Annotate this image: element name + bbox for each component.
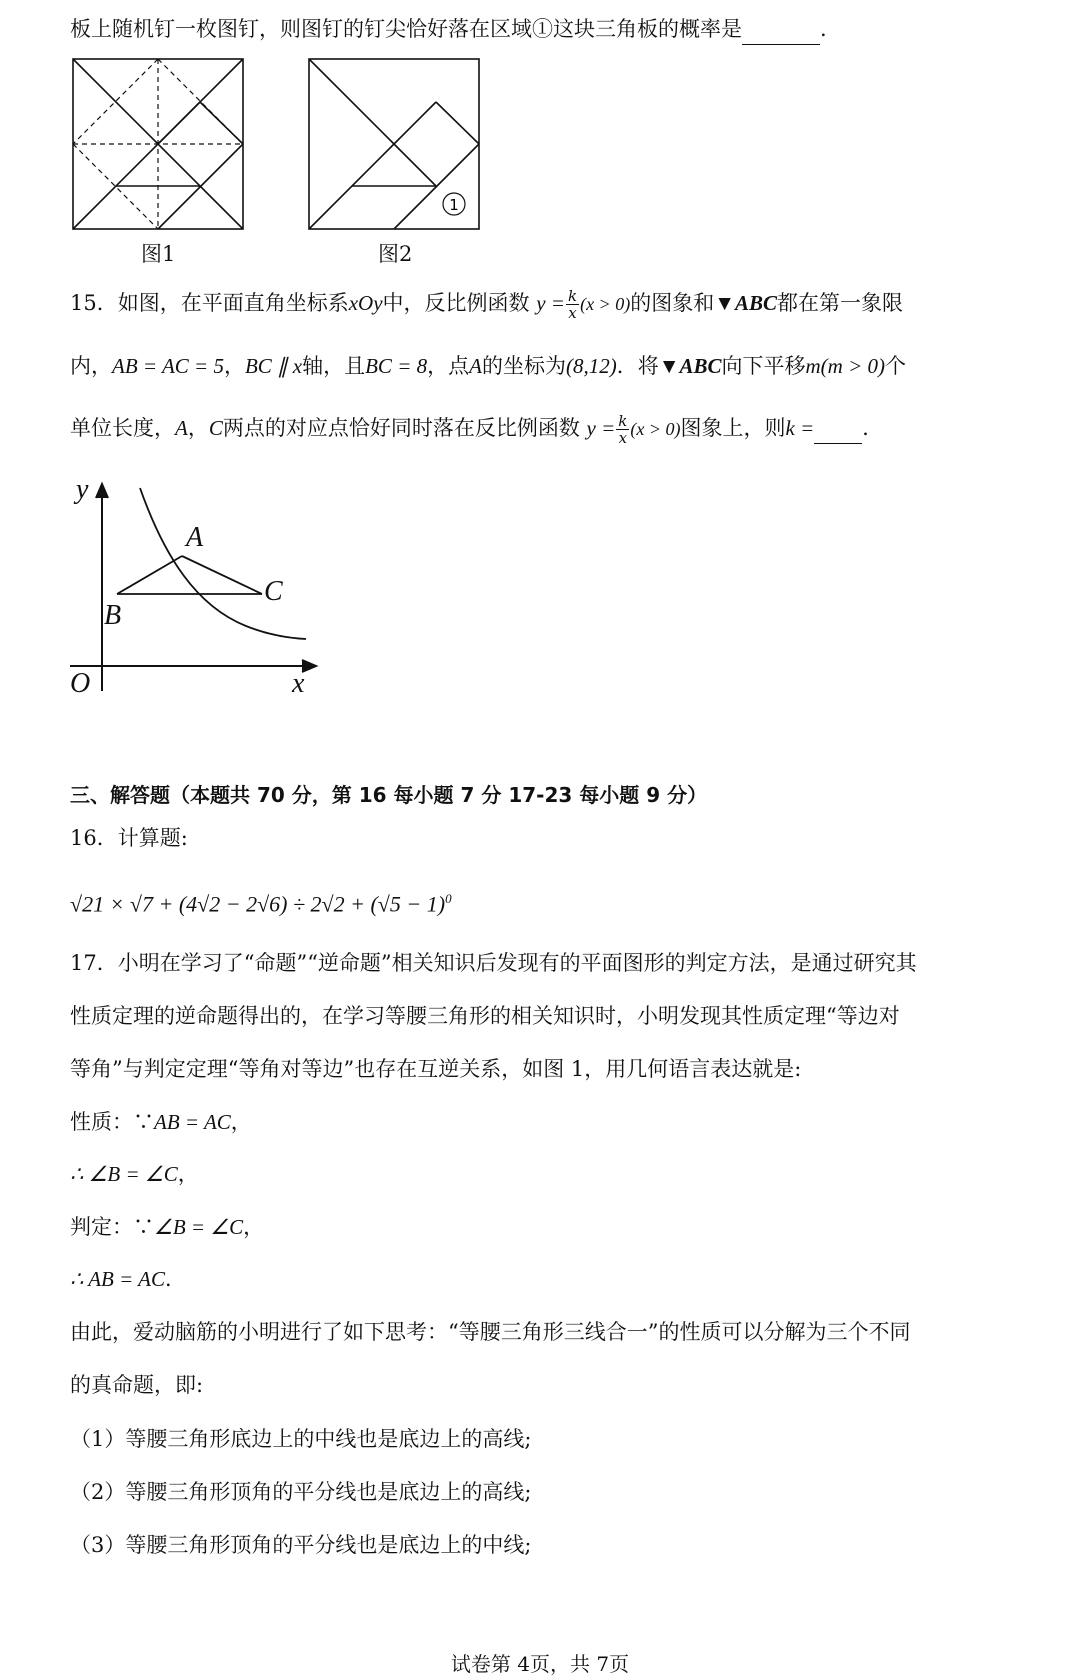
q17-p4: 由此，爱动脑筋的小明进行了如下思考：“等腰三角形三线合一”的性质可以分解为三个不同 bbox=[70, 1320, 911, 1344]
q15-line1: 15．如图，在平面直角坐标系xOy中，反比例函数 y = $\frac{k}{x}$ (x > 0)的图象和▼ABC都在第一象限 bbox=[70, 287, 904, 322]
q16-expression: $√21 \times √7 + (4√2 - 2√6) \div 2√2 + (√5 - 1)^0$ bbox=[70, 891, 452, 917]
q17-therefore-1: ∴ ∠B = ∠C， bbox=[70, 1162, 199, 1186]
coordinate-figure bbox=[66, 474, 326, 699]
answer-blank-k bbox=[814, 413, 862, 444]
q15-line3: 单位长度，A，C两点的对应点恰好同时落在反比例函数 y = $\frac{k}{x}$ (x > 0)图象上，则k = ． bbox=[70, 412, 884, 447]
origin-label: O bbox=[70, 668, 91, 699]
point-c-label: C bbox=[264, 576, 283, 607]
q17-item-2: （2）等腰三角形顶角的平分线也是底边上的高线; bbox=[70, 1480, 532, 1504]
answer-blank bbox=[742, 14, 820, 45]
q17-therefore-2: ∴ AB = AC． bbox=[70, 1267, 187, 1291]
page-footer: 试卷第 4页，共 7页 bbox=[450, 1652, 630, 1676]
point-b-label: B bbox=[104, 600, 122, 631]
q17-item-3: （3）等腰三角形顶角的平分线也是底边上的中线; bbox=[70, 1533, 532, 1557]
q17-p2: 性质定理的逆命题得出的，在学习等腰三角形的相关知识时，小明发现其性质定理“等边对 bbox=[70, 1004, 900, 1028]
fig2-caption: 图2 bbox=[378, 242, 413, 266]
q16-title: 16．计算题: bbox=[70, 826, 188, 850]
fraction-k-over-x-2: $\frac{k}{x}$ bbox=[618, 412, 628, 447]
q17-p5: 的真命题，即: bbox=[70, 1373, 204, 1397]
q17-p1: 17．小明在学习了“命题”“逆命题”相关知识后发现有的平面图形的判定方法，是通过研究其 bbox=[70, 951, 917, 975]
q17-judgement: 判定：∵∠B = ∠C， bbox=[70, 1215, 265, 1239]
q15-line2: 内，AB = AC = 5，BC ∥ x轴，且BC = 8，点A的坐标为(8,12)．将▼ABC向下平移m(m > 0)个 bbox=[70, 354, 907, 378]
tangram-figure-1 bbox=[72, 58, 244, 230]
section-3-title: 三、解答题（本题共 70 分，第 16 每小题 7 分 17-23 每小题 9 分） bbox=[70, 783, 708, 807]
x-axis-label: x bbox=[292, 668, 305, 699]
q17-p3: 等角”与判定定理“等角对等边”也存在互逆关系，如图 1，用几何语言表达就是: bbox=[70, 1057, 802, 1081]
q17-item-1: （1）等腰三角形底边上的中线也是底边上的高线; bbox=[70, 1427, 532, 1451]
point-a-label: A bbox=[186, 522, 204, 553]
y-axis-label: y bbox=[76, 474, 89, 505]
fraction-k-over-x: $\frac{k}{x}$ bbox=[567, 287, 578, 322]
fig1-caption: 图1 bbox=[141, 242, 176, 266]
tangram-figure-2 bbox=[308, 58, 480, 230]
region-1-label: 1 bbox=[449, 196, 459, 214]
q17-property: 性质：∵AB = AC， bbox=[70, 1110, 252, 1134]
q14-line1: 板上随机钉一枚图钉，则图钉的钉尖恰好落在区域①这块三角板的概率是 . bbox=[70, 14, 827, 45]
